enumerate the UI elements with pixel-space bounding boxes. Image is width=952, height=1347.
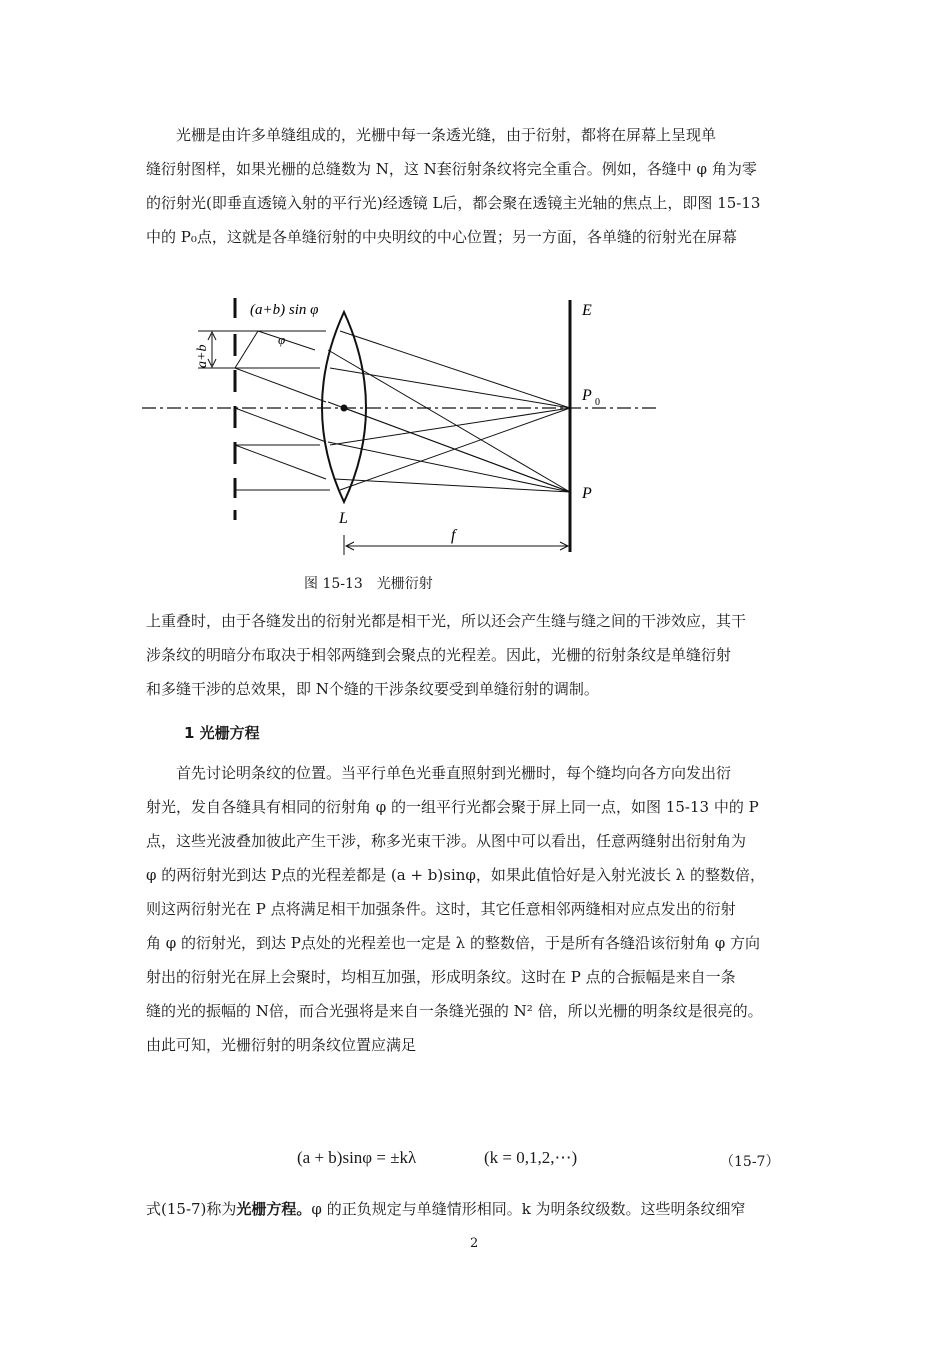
equation-number: （15-7） bbox=[720, 1154, 780, 1170]
label-path-difference: (a+b) sin φ bbox=[250, 302, 319, 318]
figure-caption: 图 15-13 光栅衍射 bbox=[304, 576, 433, 592]
label-phi: φ bbox=[278, 332, 286, 347]
equation-condition: (k = 0,1,2,⋯) bbox=[484, 1148, 578, 1167]
text-line: 则这两衍射光在 P 点将满足相干加强条件。这时，其它任意相邻两缝相对应点发出的衍射 bbox=[146, 900, 736, 918]
definition-suffix: φ 的正负规定与单缝情形相同。k 为明条纹级数。这些明条纹细窄 bbox=[311, 1200, 746, 1218]
text-line: 缝衍射图样，如果光栅的总缝数为 N，这 N套衍射条纹将完全重合。例如，各缝中 φ 角为零 bbox=[146, 160, 757, 178]
paragraph-interference bbox=[146, 604, 806, 706]
label-lens-l: L bbox=[339, 510, 348, 527]
label-grating-constant: a+b bbox=[195, 344, 210, 368]
label-screen-e: E bbox=[582, 302, 592, 319]
text-line: 涉条纹的明暗分布取决于相邻两缝到会聚点的光程差。因此，光栅的衍射条纹是单缝衍射 bbox=[146, 646, 732, 664]
text-line bbox=[146, 1192, 806, 1226]
lens-center-dot bbox=[341, 405, 348, 412]
term-grating-equation: 光栅方程。 bbox=[236, 1200, 312, 1218]
text-line: 缝的光的振幅的 N倍，而合光强将是来自一条缝光强的 N² 倍，所以光栅的明条纹是很亮的。 bbox=[146, 1002, 763, 1020]
text-line: 中的 P₀点，这就是各单缝衍射的中央明纹的中心位置；另一方面，各单缝的衍射光在屏幕 bbox=[146, 228, 737, 246]
text-line: 首先讨论明条纹的位置。当平行单色光垂直照射到光栅时，每个缝均向各方向发出衍 bbox=[176, 764, 732, 782]
grating-diffraction-figure bbox=[140, 290, 670, 565]
text-line: 的衍射光(即垂直透镜入射的平行光)经透镜 L后，都会聚在透镜主光轴的焦点上，即图 15-13 bbox=[146, 194, 761, 212]
text-line: 和多缝干涉的总效果，即 N个缝的干涉条纹要受到单缝衍射的调制。 bbox=[146, 680, 599, 698]
paragraph-definition bbox=[146, 1192, 806, 1226]
paragraph-intro bbox=[146, 118, 806, 254]
section-heading: 1 光栅方程 bbox=[184, 724, 260, 742]
page-number: 2 bbox=[470, 1236, 479, 1251]
equation-main: (a + b)sinφ = ±kλ bbox=[297, 1148, 417, 1167]
label-p: P bbox=[582, 485, 592, 502]
label-p0: P bbox=[582, 387, 592, 404]
text-line: 光栅是由许多单缝组成的，光栅中每一条透光缝，由于衍射，都将在屏幕上呈现单 bbox=[176, 126, 717, 144]
text-line: 上重叠时，由于各缝发出的衍射光都是相干光，所以还会产生缝与缝之间的干涉效应，其干 bbox=[146, 612, 747, 630]
text-line: 点，这些光波叠加彼此产生干涉，称多光束干涉。从图中可以看出，任意两缝射出衍射角为 bbox=[146, 832, 747, 850]
paragraph-grating-equation bbox=[146, 756, 806, 1062]
text-line: 角 φ 的衍射光，到达 P点处的光程差也一定是 λ 的整数倍，于是所有各缝沿该衍射角 φ 方向 bbox=[146, 934, 760, 952]
label-p0-subscript: 0 bbox=[595, 397, 600, 408]
label-focal-f: f bbox=[451, 527, 456, 544]
definition-prefix: 式(15-7)称为 bbox=[146, 1200, 237, 1218]
text-line: φ 的两衍射光到达 P点的光程差都是 (a + b)sinφ，如果此值恰好是入射光波长 λ 的整数倍， bbox=[146, 866, 765, 884]
text-line: 射光，发自各缝具有相同的衍射角 φ 的一组平行光都会聚于屏上同一点，如图 15-13 中的 P bbox=[146, 798, 759, 816]
text-line: 射出的衍射光在屏上会聚时，均相互加强，形成明条纹。这时在 P 点的合振幅是来自一条 bbox=[146, 968, 736, 986]
text-line: 由此可知，光栅衍射的明条纹位置应满足 bbox=[146, 1036, 417, 1054]
